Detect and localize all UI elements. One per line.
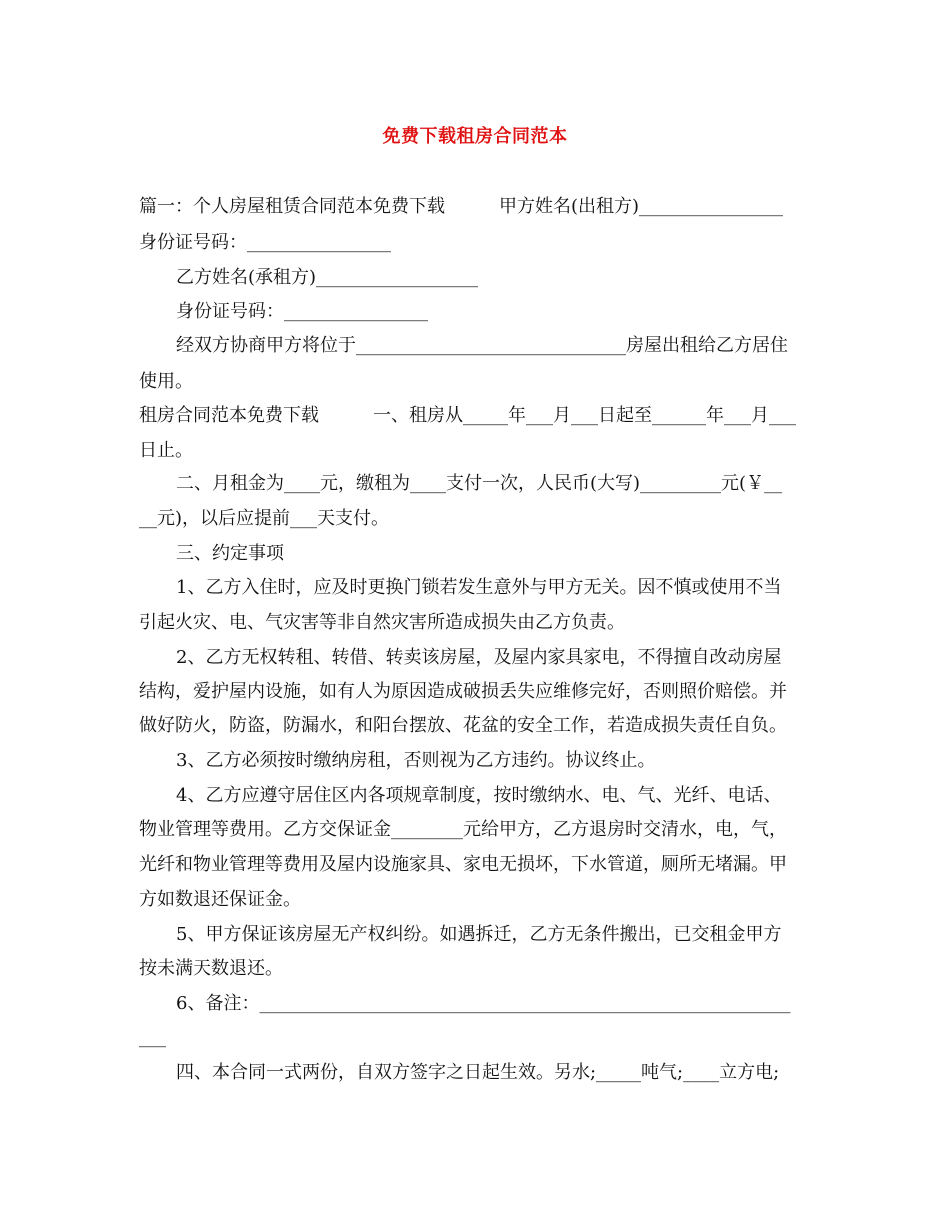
line-clause-2: 2、乙方无权转租、转借、转卖该房屋，及屋内家具家电，不得擅自改动房屋	[176, 647, 782, 668]
line-clause-1-cont: 引起火灾、电、气灾害等非自然灾害所造成损失由乙方负责。	[139, 612, 625, 633]
line-clause-4-cont-1: 物业管理等费用。乙方交保证金________元给甲方，乙方退房时交清水，电，气，	[139, 819, 787, 840]
line-clause-1: 1、乙方入住时，应及时更换门锁若发生意外与甲方无关。因不慎或使用不当	[176, 577, 782, 598]
line-monthly-rent-cont: __元)，以后应提前___天支付。	[139, 508, 390, 529]
line-clause-5: 5、甲方保证该房屋无产权纠纷。如遇拆迁，乙方无条件搬出，已交租金甲方	[176, 924, 782, 945]
line-section-four: 四、本合同一式两份，自双方签字之日起生效。另水;_____吨气;____立方电;	[176, 1062, 780, 1083]
page-title: 免费下载租房合同范本	[382, 126, 568, 147]
line-part1-party-a: 篇一：个人房屋租赁合同范本免费下载 甲方姓名(出租方)________________	[139, 196, 784, 217]
line-property-location: 经双方协商甲方将位于______________________________房屋出租给乙方居住	[176, 335, 788, 356]
line-clause-6-remarks-cont: ___	[139, 1027, 166, 1048]
line-rent-period-cont: 日止。	[139, 440, 193, 461]
line-clause-2-cont-2: 做好防火，防盗，防漏水，和阳台摆放、花盆的安全工作，若造成损失责任自负。	[139, 715, 787, 736]
line-property-location-cont: 使用。	[139, 371, 193, 392]
line-clause-4: 4、乙方应遵守居住区内各项规章制度，按时缴纳水、电、气、光纤、电话、	[176, 785, 782, 806]
line-monthly-rent: 二、月租金为____元，缴租为____支付一次，人民币(大写)_________元(￥__	[176, 473, 783, 494]
line-id-number-b: 身份证号码：________________	[176, 301, 428, 322]
line-clause-2-cont-1: 结构，爱护屋内设施，如有人为原因造成破损丢失应维修完好，否则照价赔偿。并	[139, 681, 787, 702]
line-clause-3: 3、乙方必须按时缴纳房租，否则视为乙方违约。协议终止。	[176, 750, 656, 771]
line-clause-5-cont: 按未满天数退还。	[139, 958, 283, 979]
line-clause-6-remarks: 6、备注：___________________________________________________________	[176, 993, 791, 1014]
line-party-b-name: 乙方姓名(承租方)__________________	[176, 267, 479, 288]
line-clause-4-cont-3: 方如数退还保证金。	[139, 889, 301, 910]
line-section-heading: 三、约定事项	[176, 543, 284, 564]
line-clause-4-cont-2: 光纤和物业管理等费用及屋内设施家具、家电无损坏，下水管道，厕所无堵漏。甲	[139, 854, 787, 875]
line-rent-period: 租房合同范本免费下载 一、租房从_____年___月___日起至______年___月___	[139, 405, 796, 426]
line-id-number-a: 身份证号码：________________	[139, 232, 391, 253]
